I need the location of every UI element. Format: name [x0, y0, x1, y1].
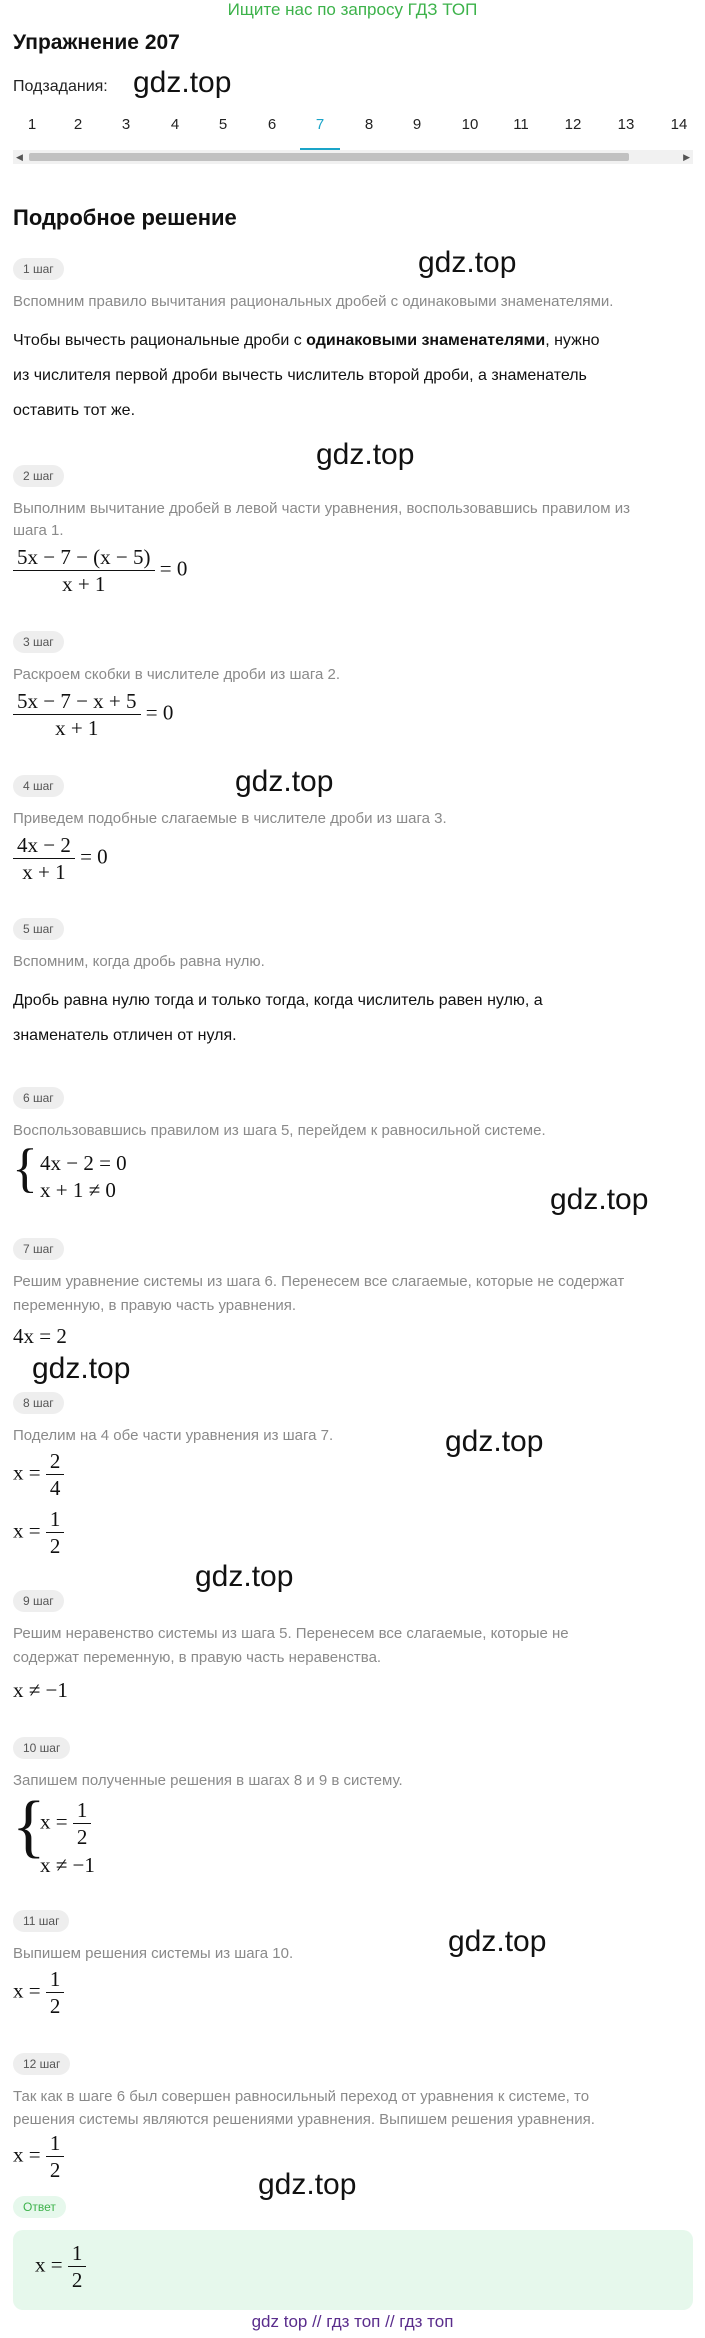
tab-5[interactable]: 5	[218, 116, 228, 133]
tab-1[interactable]: 1	[27, 116, 37, 133]
watermark: gdz.top	[448, 1925, 547, 1958]
equation: x ≠ −1	[13, 1678, 68, 1702]
tab-14[interactable]: 14	[670, 116, 688, 133]
tab-2[interactable]: 2	[73, 116, 83, 133]
tab-9[interactable]: 9	[412, 116, 422, 133]
footer-links: gdz top // гдз топ // гдз топ	[251, 2312, 454, 2331]
watermark: gdz.top	[258, 2168, 357, 2201]
watermark: gdz.top	[32, 1352, 131, 1385]
equation: x + 1 ≠ 0	[40, 1178, 116, 1202]
step-text: Вспомним, когда дробь равна нулю.	[13, 953, 265, 970]
scrollbar-thumb[interactable]	[29, 153, 629, 161]
equation: x = $\frac{1}{2}$	[13, 1966, 64, 2019]
step-badge: 11 шаг	[13, 1910, 69, 1932]
scroll-left-icon[interactable]: ◀	[16, 152, 23, 162]
step-text: Вспомним правило вычитания рациональных дробей с одинаковыми знаменателями.	[13, 293, 614, 310]
watermark: gdz.top	[418, 246, 517, 279]
tab-7[interactable]: 7	[315, 116, 325, 133]
watermark: gdz.top	[316, 438, 415, 471]
step-badge: 8 шаг	[13, 1392, 64, 1414]
subtasks-label: Подзадания:	[13, 78, 108, 95]
tab-3[interactable]: 3	[121, 116, 131, 133]
equation: $\frac{4x - 2}{x + 1}$ = 0	[13, 832, 108, 885]
answer-badge: Ответ	[13, 2196, 66, 2218]
step-text: Выпишем решения системы из шага 10.	[13, 1945, 294, 1962]
step-text: Раскроем скобки в числителе дроби из шага 2.	[13, 666, 340, 683]
tab-13[interactable]: 13	[617, 116, 635, 133]
equation: $\frac{5x - 7 - x + 5}{x + 1}$ = 0	[13, 688, 173, 741]
step-text: Решим неравенство системы из шага 5. Перенесем все слагаемые, которые не	[13, 1625, 569, 1642]
step-text: Поделим на 4 обе части уравнения из шага 7.	[13, 1427, 334, 1444]
step-badge: 10 шаг	[13, 1737, 70, 1759]
step-badge: 3 шаг	[13, 631, 64, 653]
equation: $\frac{5x - 7 - (x - 5)}{x + 1}$ = 0	[13, 544, 187, 597]
watermark: gdz.top	[195, 1560, 294, 1593]
step-text: Запишем полученные решения в шагах 8 и 9 в систему.	[13, 1772, 403, 1789]
section-title: Подробное решение	[13, 205, 237, 230]
equation: x ≠ −1	[40, 1853, 95, 1877]
subtask-tabs	[0, 116, 705, 146]
step-badge: 6 шаг	[13, 1087, 64, 1109]
tab-4[interactable]: 4	[170, 116, 180, 133]
step-badge: 12 шаг	[13, 2053, 70, 2075]
rule-text: оставить тот же.	[13, 402, 136, 419]
rule-text: из числителя первой дроби вычесть числитель второй дроби, а знаменатель	[13, 367, 587, 384]
step-badge: 1 шаг	[13, 258, 64, 280]
step-badge: 5 шаг	[13, 918, 64, 940]
step-text: Выполним вычитание дробей в левой части уравнения, воспользовавшись правилом из	[13, 500, 631, 517]
exercise-title: Упражнение 207	[13, 31, 180, 54]
step-text: шага 1.	[13, 522, 64, 539]
tab-10[interactable]: 10	[461, 116, 479, 133]
equation: x = $\frac{2}{4}$	[13, 1448, 64, 1501]
watermark: gdz.top	[133, 66, 232, 99]
answer-equation: x = $\frac{1}{2}$	[35, 2240, 86, 2293]
step-text: Воспользовавшись правилом из шага 5, перейдем к равносильной системе.	[13, 1122, 546, 1139]
equation: x = $\frac{1}{2}$	[40, 1797, 91, 1850]
step-text: Приведем подобные слагаемые в числителе дроби из шага 3.	[13, 810, 447, 827]
search-banner: Ищите нас по запросу ГДЗ ТОП	[227, 0, 478, 19]
watermark: gdz.top	[550, 1183, 649, 1216]
tab-6[interactable]: 6	[267, 116, 277, 133]
equation: 4x = 2	[13, 1324, 67, 1348]
step-badge: 2 шаг	[13, 465, 64, 487]
answer-box	[13, 2230, 693, 2310]
tab-8[interactable]: 8	[364, 116, 374, 133]
equation: 4x − 2 = 0	[40, 1151, 127, 1175]
step-text: Решим уравнение системы из шага 6. Перенесем все слагаемые, которые не содержат	[13, 1273, 625, 1290]
step-text: Так как в шаге 6 был совершен равносильный переход от уравнения к системе, то	[13, 2088, 590, 2105]
rule-text: Дробь равна нулю тогда и только тогда, когда числитель равен нулю, а	[13, 992, 543, 1009]
system-brace: {	[12, 1138, 38, 1198]
tabs-scrollbar[interactable]	[13, 150, 693, 164]
tab-12[interactable]: 12	[564, 116, 582, 133]
step-text: решения системы являются решениями уравнения. Выпишем решения уравнения.	[13, 2111, 595, 2128]
step-badge: 9 шаг	[13, 1590, 64, 1612]
system-brace: {	[12, 1788, 46, 1865]
equation: x = $\frac{1}{2}$	[13, 2130, 64, 2183]
step-text: переменную, в правую часть уравнения.	[13, 1297, 297, 1314]
rule-text: знаменатель отличен от нуля.	[13, 1027, 237, 1044]
scroll-right-icon[interactable]: ▶	[683, 152, 690, 162]
step-badge: 4 шаг	[13, 775, 64, 797]
watermark: gdz.top	[445, 1425, 544, 1458]
tab-11[interactable]: 11	[513, 116, 529, 133]
equation: x = $\frac{1}{2}$	[13, 1506, 64, 1559]
step-badge: 7 шаг	[13, 1238, 64, 1260]
step-text: содержат переменную, в правую часть неравенства.	[13, 1649, 382, 1666]
watermark: gdz.top	[235, 765, 334, 798]
rule-text: Чтобы вычесть рациональные дроби с одинаковыми знаменателями, нужно	[13, 332, 600, 349]
